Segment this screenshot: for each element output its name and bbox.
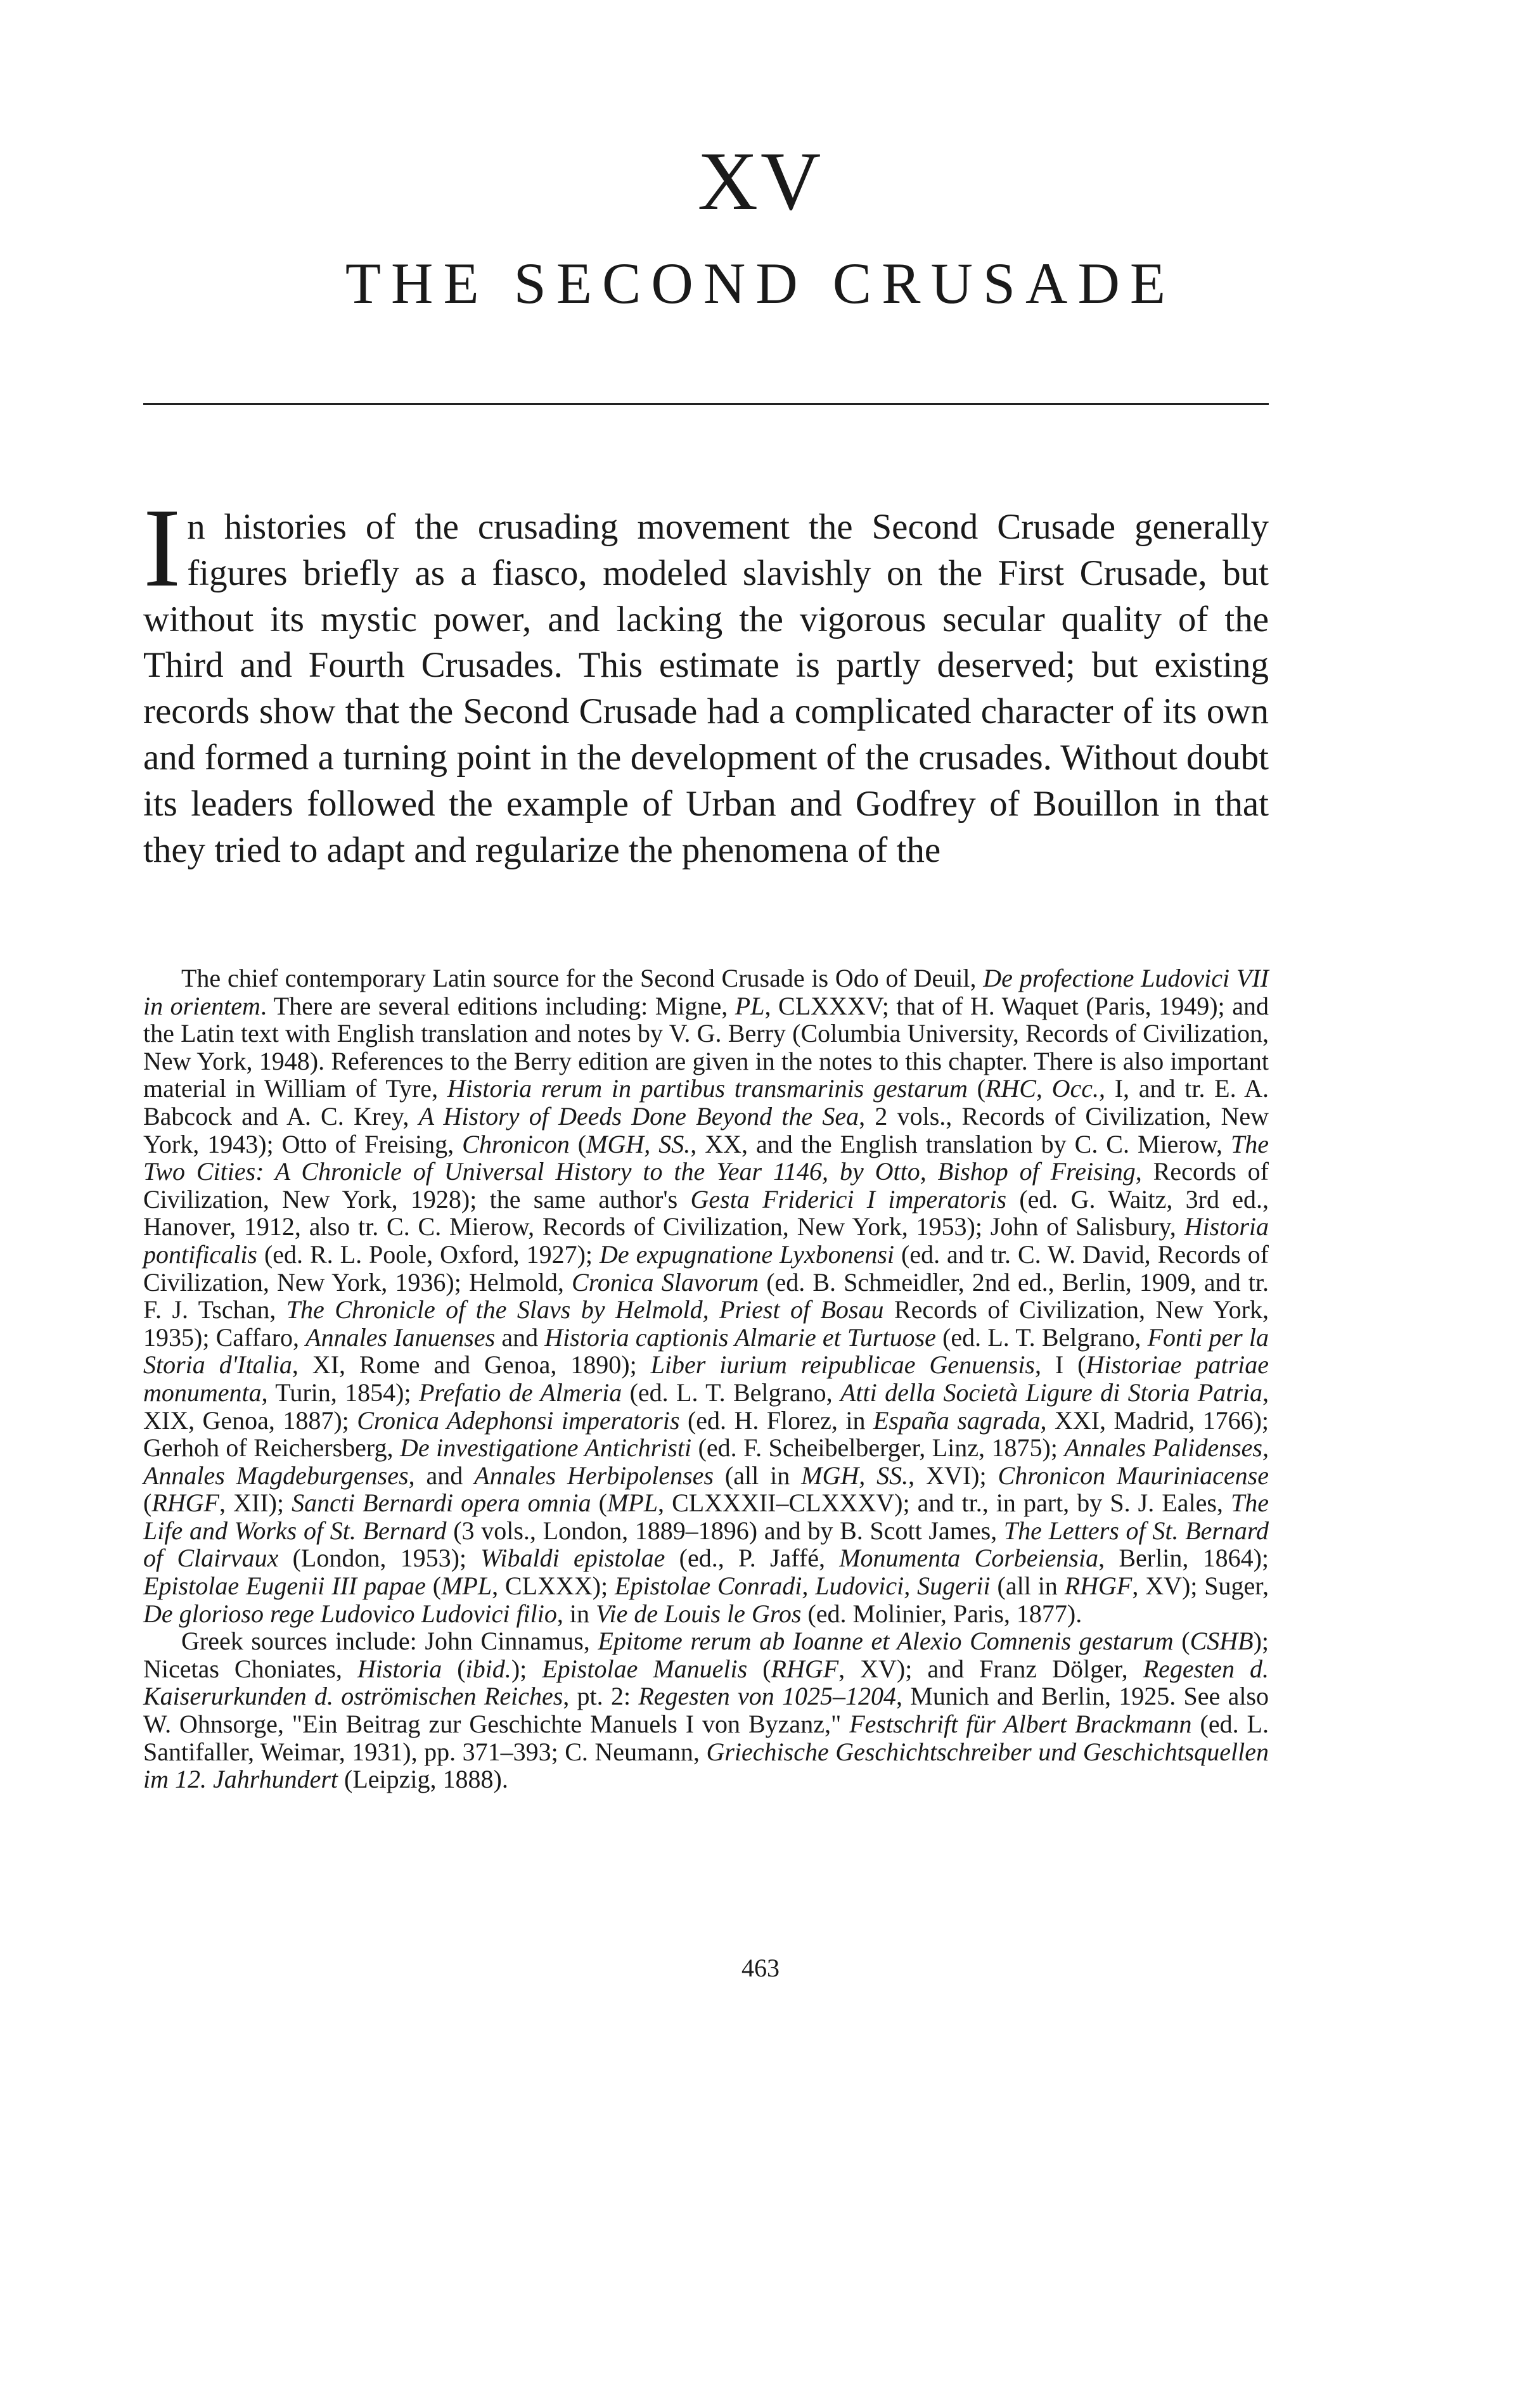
footnote-text-run: , XIX, Genoa, 1887); [143, 1378, 1269, 1435]
footnote-latin-sources [143, 964, 1269, 1627]
footnote-text-run: ( [143, 1489, 152, 1518]
footnote-italic-run: Annales Ianuenses [305, 1322, 496, 1352]
footnote-italic-run: Epitome rerum ab Ioanne et Alexio Comnenis gestarum [598, 1627, 1174, 1656]
footnote-text-run: (all in [714, 1461, 802, 1490]
footnote-italic-run: MPL [606, 1489, 658, 1518]
footnote-text-run: (ed., P. Jaffé, [665, 1544, 840, 1573]
footnote-text-run: Records of Civilization, New York, 1935); Caffaro, [143, 1295, 1269, 1352]
footnote-italic-run: De expugnatione Lyxbonensi [600, 1239, 895, 1269]
footnote-italic-run: Annales Herbipolenses [474, 1461, 714, 1490]
footnote-text-run: , CLXXX); [492, 1572, 615, 1601]
footnote-text-run: , Berlin, 1864); [1098, 1544, 1269, 1573]
footnote-italic-run: Prefatio de Almeria [418, 1378, 622, 1407]
footnote-text-run: (ed. L. T. Belgrano, [935, 1322, 1148, 1352]
footnote-italic-run: Monumenta Corbeiensia [839, 1544, 1099, 1573]
footnote-italic-run: Wibaldi epistolae [480, 1544, 665, 1573]
footnote-text-run: , XVI); [908, 1461, 998, 1490]
footnote-italic-run: MPL [441, 1572, 492, 1601]
footnote-text-run: ( [442, 1654, 466, 1683]
footnote-text-run: (ed. and tr. C. W. David, Records of Civilization, New York, 1936); Helmold, [143, 1239, 1269, 1297]
footnote-text-run: ( [747, 1654, 771, 1683]
footnote-text-run: ); [511, 1654, 542, 1683]
footnote-italic-run: De investigatione Antichristi [399, 1433, 692, 1463]
footnote-text-run: , XV); Suger, [1132, 1572, 1269, 1601]
footnote-italic-run: Historia pontificalis [143, 1212, 1269, 1269]
footnote-italic-run: The Life and Works of St. Bernard [143, 1489, 1269, 1545]
footnote-italic-run: Epistolae Eugenii III papae [143, 1572, 426, 1601]
footnote-italic-run: Fonti per la Storia d'Italia [143, 1322, 1269, 1380]
footnote-text-run: , XV); and Franz Dölger, [838, 1654, 1143, 1683]
chapter-number: XV [697, 134, 824, 227]
footnote-italic-run: The Chronicle of the Slavs by Helmold, Priest of Bosau [286, 1295, 884, 1324]
footnote-text-run: (London, 1953); [278, 1544, 481, 1573]
footnote-italic-run: Sancti Bernardi opera omnia [292, 1489, 591, 1518]
footnote-italic-run: Cronica Adephonsi imperatoris [357, 1406, 680, 1435]
footnote-italic-run: Atti della Società Ligure di Storia Patria [840, 1378, 1263, 1407]
footnote-text-run: , and [408, 1461, 475, 1490]
footnote-italic-run: MGH, SS. [801, 1461, 909, 1490]
footnote-text-run: (3 vols., London, 1889–1896) and by B. Scott James, [446, 1516, 1004, 1545]
footnote-italic-run: Gesta Friderici I imperatoris [690, 1184, 1007, 1214]
footnote-italic-run: A History of Deeds Done Beyond the Sea [418, 1101, 859, 1130]
footnote-italic-run: Historiae patriae monumenta [143, 1350, 1269, 1407]
footnote-italic-run: Liber iurium reipublicae Genuensis [650, 1350, 1035, 1380]
footnote-italic-run: Regesten von 1025–1204 [638, 1682, 897, 1711]
footnote-italic-run: Epistolae Conradi, Ludovici, Sugerii [615, 1572, 991, 1601]
footnote-text-run: and [495, 1322, 545, 1352]
footnote-italic-run: RHC, Occ. [985, 1074, 1100, 1103]
footnote-text-run: , CLXXXII–CLXXXV); and tr., in part, by S. J. Eales, [657, 1489, 1231, 1518]
footnote-italic-run: Regesten d. Kaiserurkunden d. oströmischen Reiches [143, 1654, 1269, 1711]
footnote-text-run: , XXI, Madrid, 1766); Gerhoh of Reichersberg, [143, 1406, 1269, 1463]
footnote-italic-run: MGH, SS. [586, 1129, 691, 1158]
page-number: 463 [741, 1954, 780, 1982]
footnote-italic-run: Chronicon [462, 1129, 570, 1158]
footnote-italic-run: ibid. [465, 1654, 511, 1683]
footnote-text-run: ( [1173, 1627, 1190, 1656]
footnote-text-run: , Turin, 1854); [261, 1378, 419, 1407]
footnote-text-run: The chief contemporary Latin source for the Second Crusade is Odo of Deuil, [181, 964, 984, 992]
footnote-italic-run: The Letters of St. Bernard of Clairvaux [143, 1516, 1269, 1573]
footnote-italic-run: Chronicon Mauriniacense [998, 1461, 1269, 1490]
footnote-italic-run: PL [735, 991, 765, 1020]
footnote-text-run: ( [967, 1074, 985, 1103]
footnote-text-run: (all in [990, 1572, 1065, 1601]
footnote-text-run: (ed. G. Waitz, 3rd ed., Hanover, 1912, also tr. C. C. Mierow, Records of Civilization, New York, 1953); John of Salisbury, [143, 1184, 1269, 1241]
footnote-italic-run: España sagrada [873, 1406, 1041, 1435]
footnote-italic-run: Vie de Louis le Gros [596, 1599, 802, 1628]
footnote-italic-run: De profectione Ludovici VII in orientem [143, 964, 1269, 1020]
footnotes [143, 964, 1269, 1909]
footnote-text-run: , Records of Civilization, New York, 1928); the same author's [143, 1157, 1269, 1214]
footnote-text-run: , Munich and Berlin, 1925. See also W. Ohnsorge, "Ein Beitrag zur Geschichte Manuels I von Byzanz," [143, 1682, 1269, 1739]
footnote-text-run: , 2 vols., Records of Civilization, New York, 1943); Otto of Freising, [143, 1101, 1269, 1158]
footnote-text-run: . There are several editions including: Migne, [260, 991, 735, 1020]
footnote-text-run: Greek sources include: John Cinnamus, [181, 1627, 598, 1656]
footnote-text-run: , XI, Rome and Genoa, 1890); [292, 1350, 651, 1380]
footnote-text-run: (ed. F. Scheibelberger, Linz, 1875); [691, 1433, 1065, 1463]
chapter-title: THE SECOND CRUSADE [345, 251, 1176, 316]
footnote-text-run: , pt. 2: [563, 1682, 639, 1711]
footnote-text-run: , CLXXXV; that of H. Waquet (Paris, 1949); and the Latin text with English translation and notes by V. G. Berry (Columbia University, Records of Civilization, New York, 1948). References to the Berry edition are given in the notes to this chapter. There is also important material in William of Tyre, [143, 991, 1269, 1103]
footnote-text-run: , I ( [1035, 1350, 1086, 1380]
footnote-italic-run: Cronica Slavorum [572, 1267, 759, 1297]
footnote-italic-run: RHGF [1064, 1572, 1133, 1601]
footnote-text-run: ); Nicetas Choniates, [143, 1627, 1269, 1683]
footnote-italic-run: The Two Cities: A Chronicle of Universal History to the Year 1146, by Otto, Bishop of Freising [143, 1129, 1269, 1186]
footnote-italic-run: RHGF [151, 1489, 219, 1518]
body-text: n histories of the crusading movement the Second Crusade generally figures briefly as a fiasco, modeled slavishly on the First Crusade, but without its mystic power, and lacking the vigorous secular quality of the Third and Fourth Crusades. This estimate is partly deserved; but existing records show that the Second Crusade had a complicated character of its own and formed a turning point in the development of the crusades. Without doubt its leaders followed the example of Urban and Godfrey of Bouillon in that they tried to adapt and regularize the phenomena of the [143, 507, 1269, 870]
footnote-italic-run: De glorioso rege Ludovico Ludovici filio [143, 1599, 557, 1628]
footnote-italic-run: CSHB [1190, 1627, 1254, 1656]
drop-cap: I [143, 485, 181, 610]
footnote-italic-run: Historia rerum in partibus transmarinis gestarum [447, 1074, 968, 1103]
footnote-text-run: , in [556, 1599, 596, 1628]
footnote-italic-run: Griechische Geschichtschreiber und Geschichtsquellen im 12. Jahrhundert [143, 1737, 1269, 1794]
footnote-italic-run: Historia captionis Almarie et Turtuose [544, 1322, 936, 1352]
footnote-text-run: (ed. Molinier, Paris, 1877). [801, 1599, 1082, 1628]
body-paragraph [143, 485, 1269, 935]
footnote-text-run: (Leipzig, 1888). [338, 1765, 508, 1794]
footnote-text-run: , XII); [219, 1489, 292, 1518]
footnote-italic-run: Historia [357, 1654, 442, 1683]
footnote-italic-run: RHGF [771, 1654, 839, 1683]
footnote-italic-run: Festschrift für Albert Brackmann [849, 1710, 1192, 1739]
footnote-text-run: ( [425, 1572, 442, 1601]
footnote-italic-run: Epistolae Manuelis [542, 1654, 748, 1683]
footnote-text-run: (ed. L. Santifaller, Weimar, 1931), pp. 371–393; C. Neumann, [143, 1710, 1269, 1766]
footnote-text-run: (ed. B. Schmeidler, 2nd ed., Berlin, 1909, and tr. F. J. Tschan, [143, 1267, 1269, 1324]
footnote-text-run: , XX, and the English translation by C. C. Mierow, [690, 1129, 1231, 1158]
footnote-greek-sources [143, 1627, 1269, 1793]
footnote-italic-run: Annales Palidenses, Annales Magdeburgenses [143, 1433, 1269, 1490]
footnote-text-run: (ed. L. T. Belgrano, [622, 1378, 840, 1407]
title-divider [143, 403, 1269, 405]
footnote-text-run: ( [569, 1129, 587, 1158]
footnote-text-run: ( [591, 1489, 607, 1518]
footnote-text-run: , I, and tr. E. A. Babcock and A. C. Krey, [143, 1074, 1269, 1130]
footnote-text-run: (ed. R. L. Poole, Oxford, 1927); [257, 1239, 600, 1269]
footnote-text-run: (ed. H. Florez, in [679, 1406, 873, 1435]
